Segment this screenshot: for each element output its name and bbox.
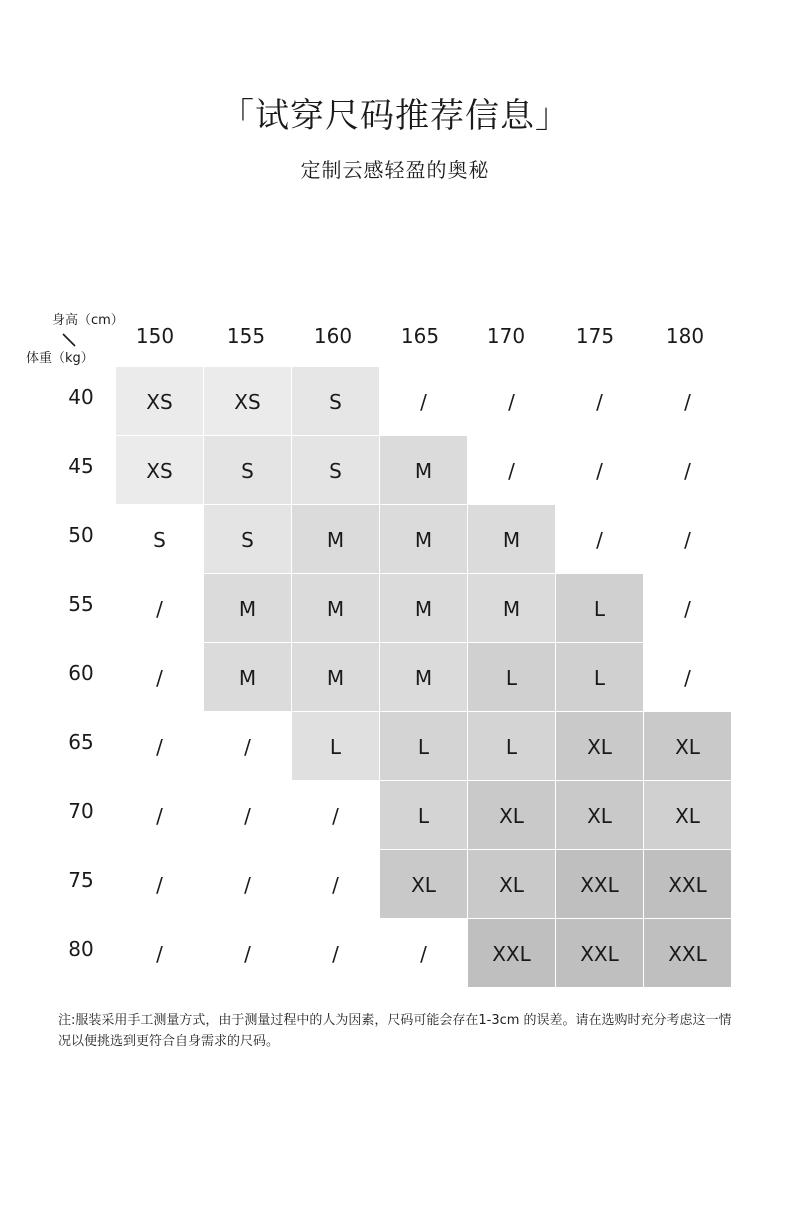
- size-cell: M: [292, 574, 379, 642]
- size-cell: /: [508, 459, 515, 483]
- weight-axis-label: 体重（kg）: [26, 351, 94, 366]
- size-cell: XS: [204, 367, 291, 435]
- weight-header-60: 60: [68, 661, 94, 685]
- size-cell: /: [684, 459, 691, 483]
- size-cell: /: [332, 873, 339, 897]
- size-cell: XXL: [556, 919, 643, 987]
- size-cell: /: [156, 873, 163, 897]
- size-cell: M: [204, 574, 291, 642]
- height-header-170: 170: [486, 324, 526, 348]
- page-subtitle: 定制云感轻盈的奥秘: [300, 158, 490, 182]
- weight-header-45: 45: [68, 454, 94, 478]
- size-cell: /: [420, 942, 427, 966]
- height-axis-label: 身高（cm）: [52, 313, 124, 328]
- size-cell: S: [204, 505, 291, 573]
- size-cell: L: [468, 712, 555, 780]
- size-cell: M: [468, 574, 555, 642]
- size-cell: XXL: [556, 850, 643, 918]
- weight-header-70: 70: [68, 799, 94, 823]
- height-header-180: 180: [665, 324, 705, 348]
- size-cell: XL: [556, 781, 643, 849]
- weight-header-50: 50: [68, 523, 94, 547]
- size-cell: /: [684, 390, 691, 414]
- size-cell: /: [244, 942, 251, 966]
- size-cell: XL: [644, 712, 731, 780]
- size-cell: XL: [468, 781, 555, 849]
- size-cell: L: [292, 712, 379, 780]
- size-cell: M: [380, 643, 467, 711]
- size-cell: /: [684, 528, 691, 552]
- size-cell: L: [556, 643, 643, 711]
- weight-header-55: 55: [68, 592, 94, 616]
- size-cell: XXL: [644, 850, 731, 918]
- size-cell: M: [468, 505, 555, 573]
- size-cell: L: [556, 574, 643, 642]
- corner-diagonal-line: [62, 333, 76, 347]
- height-header-160: 160: [313, 324, 353, 348]
- size-cell: /: [332, 804, 339, 828]
- page-title: 「试穿尺码推荐信息」: [220, 96, 570, 136]
- size-cell: M: [380, 436, 467, 504]
- size-cell: /: [332, 942, 339, 966]
- size-cell: /: [420, 390, 427, 414]
- size-cell: M: [292, 505, 379, 573]
- size-cell: XXL: [468, 919, 555, 987]
- size-cell: S: [153, 528, 166, 552]
- size-cell: /: [244, 873, 251, 897]
- size-cell: /: [596, 528, 603, 552]
- height-header-155: 155: [226, 324, 266, 348]
- size-cell: S: [292, 436, 379, 504]
- size-cell: /: [156, 804, 163, 828]
- size-cell: M: [380, 574, 467, 642]
- size-cell: M: [292, 643, 379, 711]
- size-cell: L: [468, 643, 555, 711]
- weight-header-80: 80: [68, 937, 94, 961]
- size-cell: S: [292, 367, 379, 435]
- size-cell: /: [596, 390, 603, 414]
- size-cell: /: [596, 459, 603, 483]
- height-header-175: 175: [575, 324, 615, 348]
- height-header-165: 165: [400, 324, 440, 348]
- weight-header-75: 75: [68, 868, 94, 892]
- size-cell: XL: [468, 850, 555, 918]
- size-cell: S: [204, 436, 291, 504]
- size-cell: XL: [556, 712, 643, 780]
- size-cell: /: [156, 597, 163, 621]
- size-cell: M: [204, 643, 291, 711]
- size-cell: /: [244, 735, 251, 759]
- size-cell: XXL: [644, 919, 731, 987]
- size-cell: M: [380, 505, 467, 573]
- size-cell: XS: [116, 436, 203, 504]
- size-cell: /: [156, 942, 163, 966]
- size-cell: /: [244, 804, 251, 828]
- weight-header-65: 65: [68, 730, 94, 754]
- size-cell: /: [684, 597, 691, 621]
- height-header-150: 150: [135, 324, 175, 348]
- weight-header-40: 40: [68, 385, 94, 409]
- size-cell: /: [684, 666, 691, 690]
- size-cell: XL: [380, 850, 467, 918]
- size-cell: /: [508, 390, 515, 414]
- size-cell: XS: [116, 367, 203, 435]
- size-cell: /: [156, 666, 163, 690]
- size-cell: XL: [644, 781, 731, 849]
- size-cell: L: [380, 712, 467, 780]
- measurement-note: 注:服装采用手工测量方式，由于测量过程中的人为因素，尺码可能会存在1-3cm 的误差。请在选购时充分考虑这一情况以便挑选到更符合自身需求的尺码。: [58, 1013, 732, 1049]
- size-cell: L: [380, 781, 467, 849]
- size-cell: /: [156, 735, 163, 759]
